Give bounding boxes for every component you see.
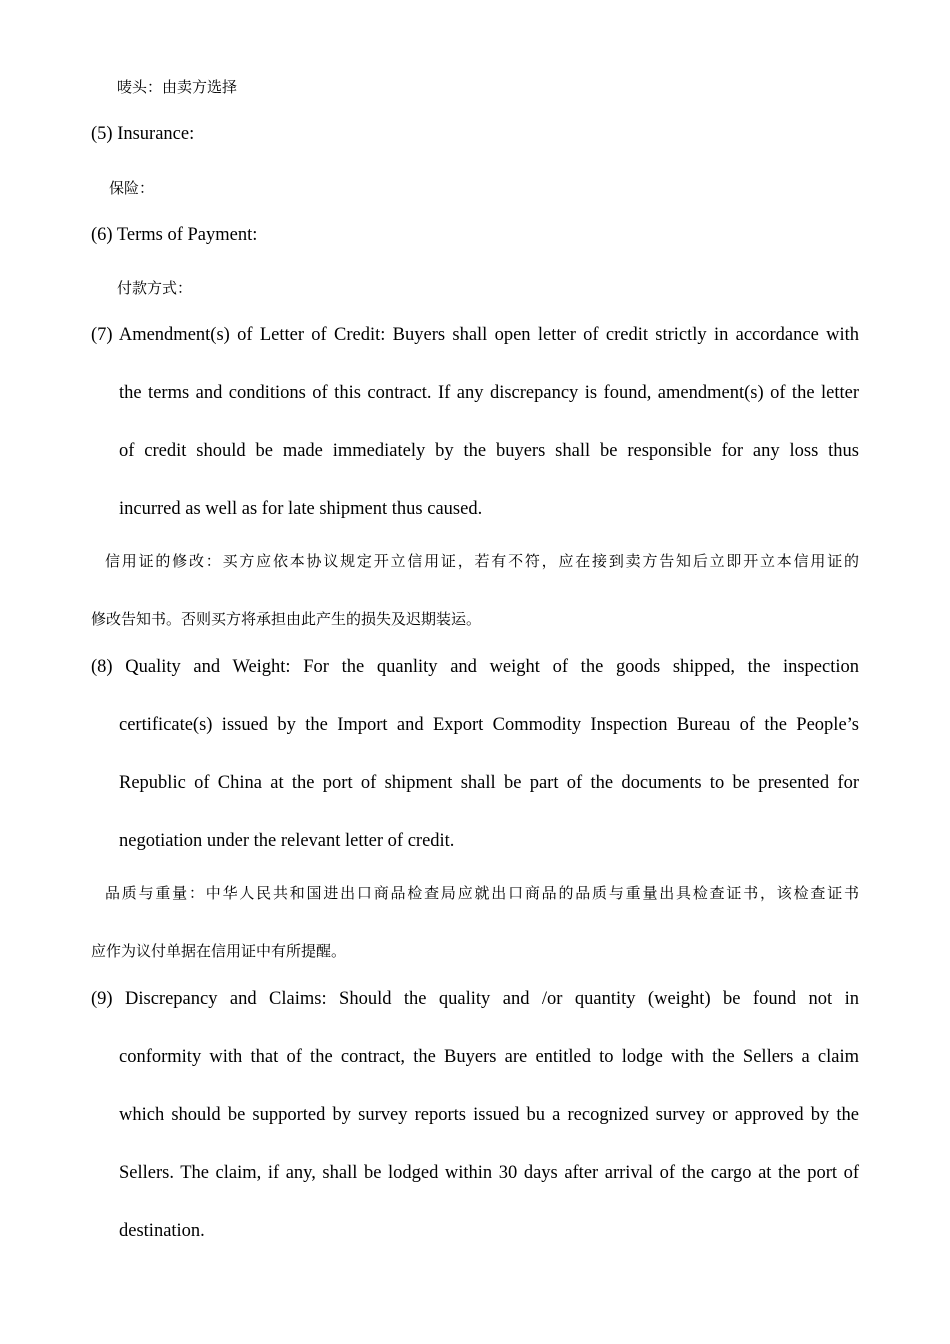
payment-terms-zh: 付款方式： bbox=[117, 279, 193, 297]
discrepancy-claims-line: which should be supported by survey reports issued bu a recognized survey or approved by the bbox=[119, 1105, 859, 1125]
discrepancy-claims-line: (9) Discrepancy and Claims: Should the quality and /or quantity (weight) be found not in bbox=[91, 989, 859, 1009]
lc-amendment-line: (7) Amendment(s) of Letter of Credit: Buyers shall open letter of credit strictly in accordance with bbox=[91, 325, 859, 345]
insurance-zh: 保险： bbox=[109, 179, 155, 197]
quality-weight-line: negotiation under the relevant letter of credit. bbox=[119, 831, 455, 851]
lc-amendment-zh-line: 修改告知书。否则买方将承担由此产生的损失及迟期装运。 bbox=[91, 610, 482, 628]
quality-weight-zh-line: 品质与重量：中华人民共和国进出口商品检查局应就出口商品的品质与重量出具检查证书，该检查证书 bbox=[105, 884, 859, 902]
payment-terms-heading: (6) Terms of Payment: bbox=[91, 225, 258, 245]
lc-amendment-line: of credit should be made immediately by the buyers shall be responsible for any loss thus bbox=[119, 441, 859, 461]
quality-weight-zh-line: 应作为议付单据在信用证中有所提醒。 bbox=[91, 942, 347, 960]
quality-weight-line: Republic of China at the port of shipment shall be part of the documents to be presented for bbox=[119, 773, 859, 793]
discrepancy-claims-line: conformity with that of the contract, the Buyers are entitled to lodge with the Sellers a claim bbox=[119, 1047, 859, 1067]
lc-amendment-zh-line: 信用证的修改：买方应依本协议规定开立信用证，若有不符，应在接到卖方告知后立即开立本信用证的 bbox=[105, 552, 859, 570]
quality-weight-line: certificate(s) issued by the Import and Export Commodity Inspection Bureau of the People’s bbox=[119, 715, 859, 735]
discrepancy-claims-line: destination. bbox=[119, 1221, 205, 1241]
discrepancy-claims-line: Sellers. The claim, if any, shall be lodged within 30 days after arrival of the cargo at the port of bbox=[119, 1163, 859, 1183]
shipping-marks-zh: 唛头：由卖方选择 bbox=[117, 78, 238, 96]
insurance-heading: (5) Insurance: bbox=[91, 124, 195, 144]
lc-amendment-line: the terms and conditions of this contract. If any discrepancy is found, amendment(s) of the letter bbox=[119, 383, 859, 403]
quality-weight-line: (8) Quality and Weight: For the quanlity and weight of the goods shipped, the inspection bbox=[91, 657, 859, 677]
lc-amendment-line: incurred as well as for late shipment thus caused. bbox=[119, 499, 483, 519]
